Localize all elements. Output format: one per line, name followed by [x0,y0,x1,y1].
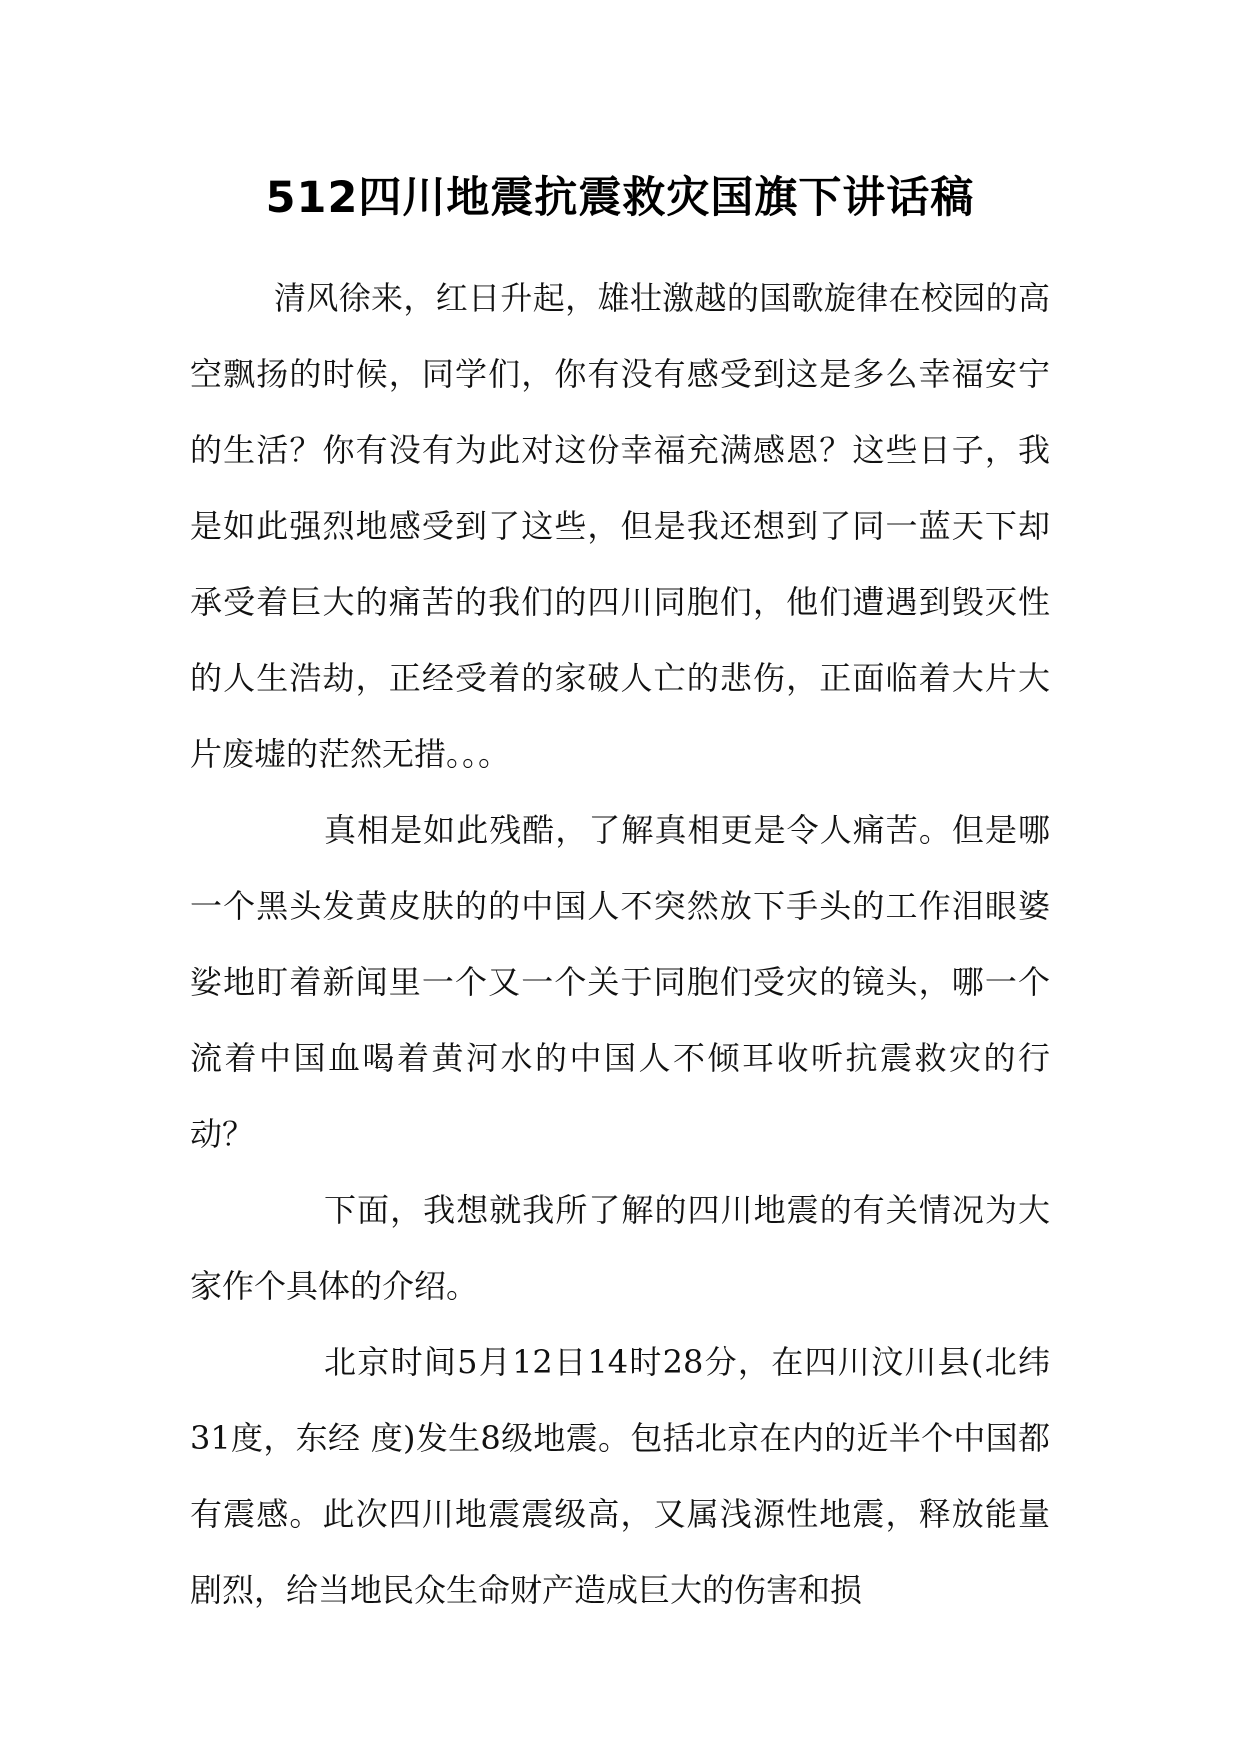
paragraph-2: 真相是如此残酷，了解真相更是令人痛苦。但是哪一个黑头发黄皮肤的的中国人不突然放下手头的工作泪眼婆娑地盯着新闻里一个又一个关于同胞们受灾的镜头，哪一个流着中国血喝着黄河水的中国人不倾耳收听抗震救灾的行动？ [190,811,1050,1153]
document-title: 512四川地震抗震救灾国旗下讲话稿 [265,173,975,223]
paragraph-1: 清风徐来，红日升起，雄壮激越的国歌旋律在校园的高空飘扬的时候，同学们，你有没有感受到这是多么幸福安宁的生活？你有没有为此对这份幸福充满感恩？这些日子，我是如此强烈地感受到了这些，但是我还想到了同一蓝天下却承受着巨大的痛苦的我们的四川同胞们，他们遭遇到毁灭性的人生浩劫，正经受着的家破人亡的悲伤，正面临着大片大片废墟的茫然无措。。。 [190,279,1050,773]
document-body [190,260,1050,1628]
paragraph-3: 下面，我想就我所了解的四川地震的有关情况为大家作个具体的介绍。 [190,1191,1050,1305]
paragraph-4: 北京时间5月12日14时28分，在四川汶川县(北纬31度，东经 度)发生8级地震。包括北京在内的近半个中国都有震感。此次四川地震震级高，又属浅源性地震，释放能量剧烈，给当地民众生命财产造成巨大的伤害和损 [190,1343,1050,1609]
